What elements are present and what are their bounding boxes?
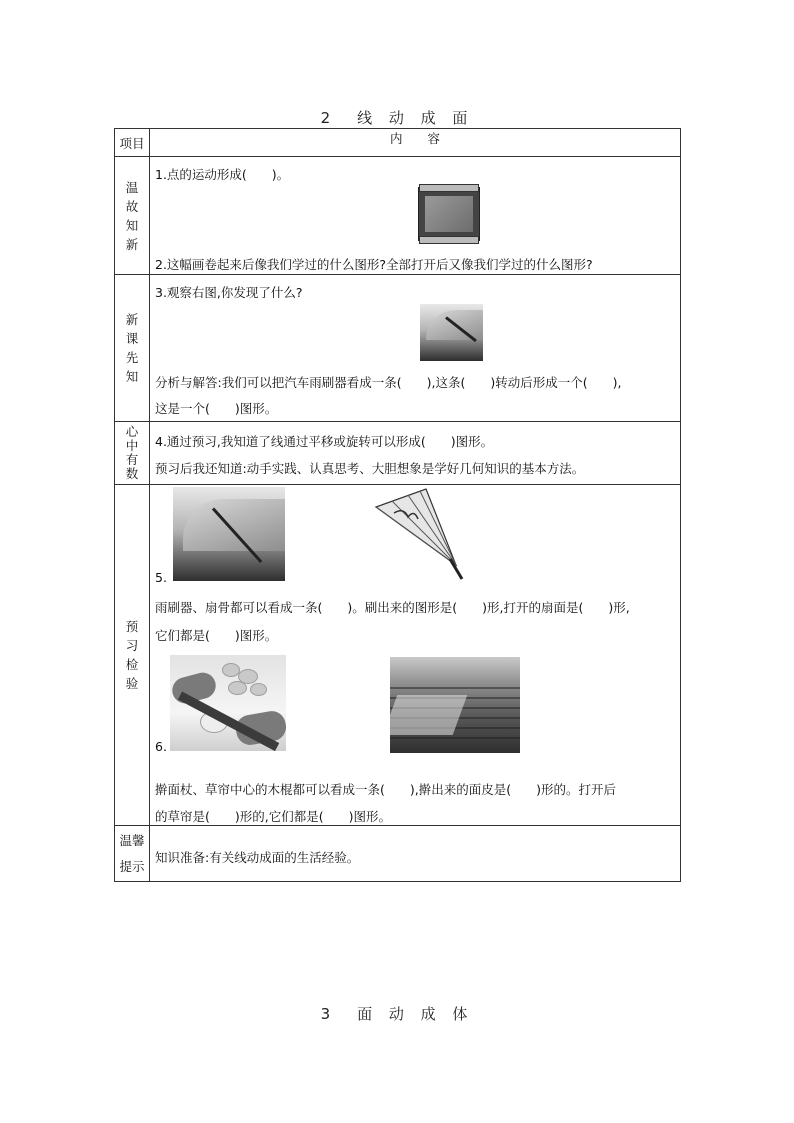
worksheet-table bbox=[114, 128, 681, 882]
question-6-line-2: 的草帘是( )形的,它们都是( )图形。 bbox=[155, 809, 391, 824]
question-6-number: 6. bbox=[155, 739, 167, 754]
question-3: 3.观察右图,你发现了什么? bbox=[155, 285, 303, 300]
straw-mat-icon bbox=[390, 657, 520, 753]
analysis-line-2: 这是一个( )图形。 bbox=[155, 401, 278, 416]
row-label-review: 温故知新 bbox=[125, 179, 139, 252]
question-5-line-1: 雨刷器、扇骨都可以看成一条( )。刷出来的图形是( )形,打开的扇面是( )形, bbox=[155, 600, 630, 615]
question-4: 4.通过预习,我知道了线通过平移或旋转可以形成( )图形。 bbox=[155, 434, 494, 449]
scroll-painting-icon bbox=[418, 187, 480, 241]
row-label-check: 预习检验 bbox=[125, 619, 139, 691]
row-check bbox=[115, 485, 681, 826]
car-wiper-icon bbox=[420, 304, 483, 361]
row-mind bbox=[115, 422, 681, 485]
header-item: 项目 bbox=[115, 129, 150, 157]
header-content: 内 容 bbox=[150, 129, 681, 157]
header-row bbox=[115, 129, 681, 157]
question-1: 1.点的运动形成( )。 bbox=[155, 167, 290, 182]
question-6-line-1: 擀面杖、草帘中心的木棍都可以看成一条( ),擀出来的面皮是( )形的。打开后 bbox=[155, 782, 616, 797]
lesson-title: 2 线 动 成 面 bbox=[320, 109, 474, 127]
question-2: 2.这幅画卷起来后像我们学过的什么图形?全部打开后又像我们学过的什么图形? bbox=[155, 257, 593, 272]
rolling-pin-dough-icon bbox=[170, 655, 286, 751]
row-label-mind: 心中有数 bbox=[125, 424, 139, 481]
mind-note: 预习后我还知道:动手实践、认真思考、大胆想象是学好几何知识的基本方法。 bbox=[155, 461, 585, 476]
row-label-new: 新课先知 bbox=[125, 312, 139, 384]
question-5-number: 5. bbox=[155, 570, 167, 585]
row-label-tips: 温馨提示 bbox=[119, 832, 145, 874]
folding-fan-icon bbox=[372, 487, 464, 583]
next-lesson-title: 3 面 动 成 体 bbox=[320, 1005, 474, 1023]
row-review bbox=[115, 157, 681, 275]
row-new bbox=[115, 275, 681, 422]
analysis-line-1: 分析与解答:我们可以把汽车雨刷器看成一条( ),这条( )转动后形成一个( ), bbox=[155, 375, 622, 390]
row-tips bbox=[115, 826, 681, 882]
question-5-line-2: 它们都是( )图形。 bbox=[155, 628, 278, 643]
tips-text: 知识准备:有关线动成面的生活经验。 bbox=[155, 850, 360, 865]
car-wiper-icon bbox=[173, 487, 285, 581]
